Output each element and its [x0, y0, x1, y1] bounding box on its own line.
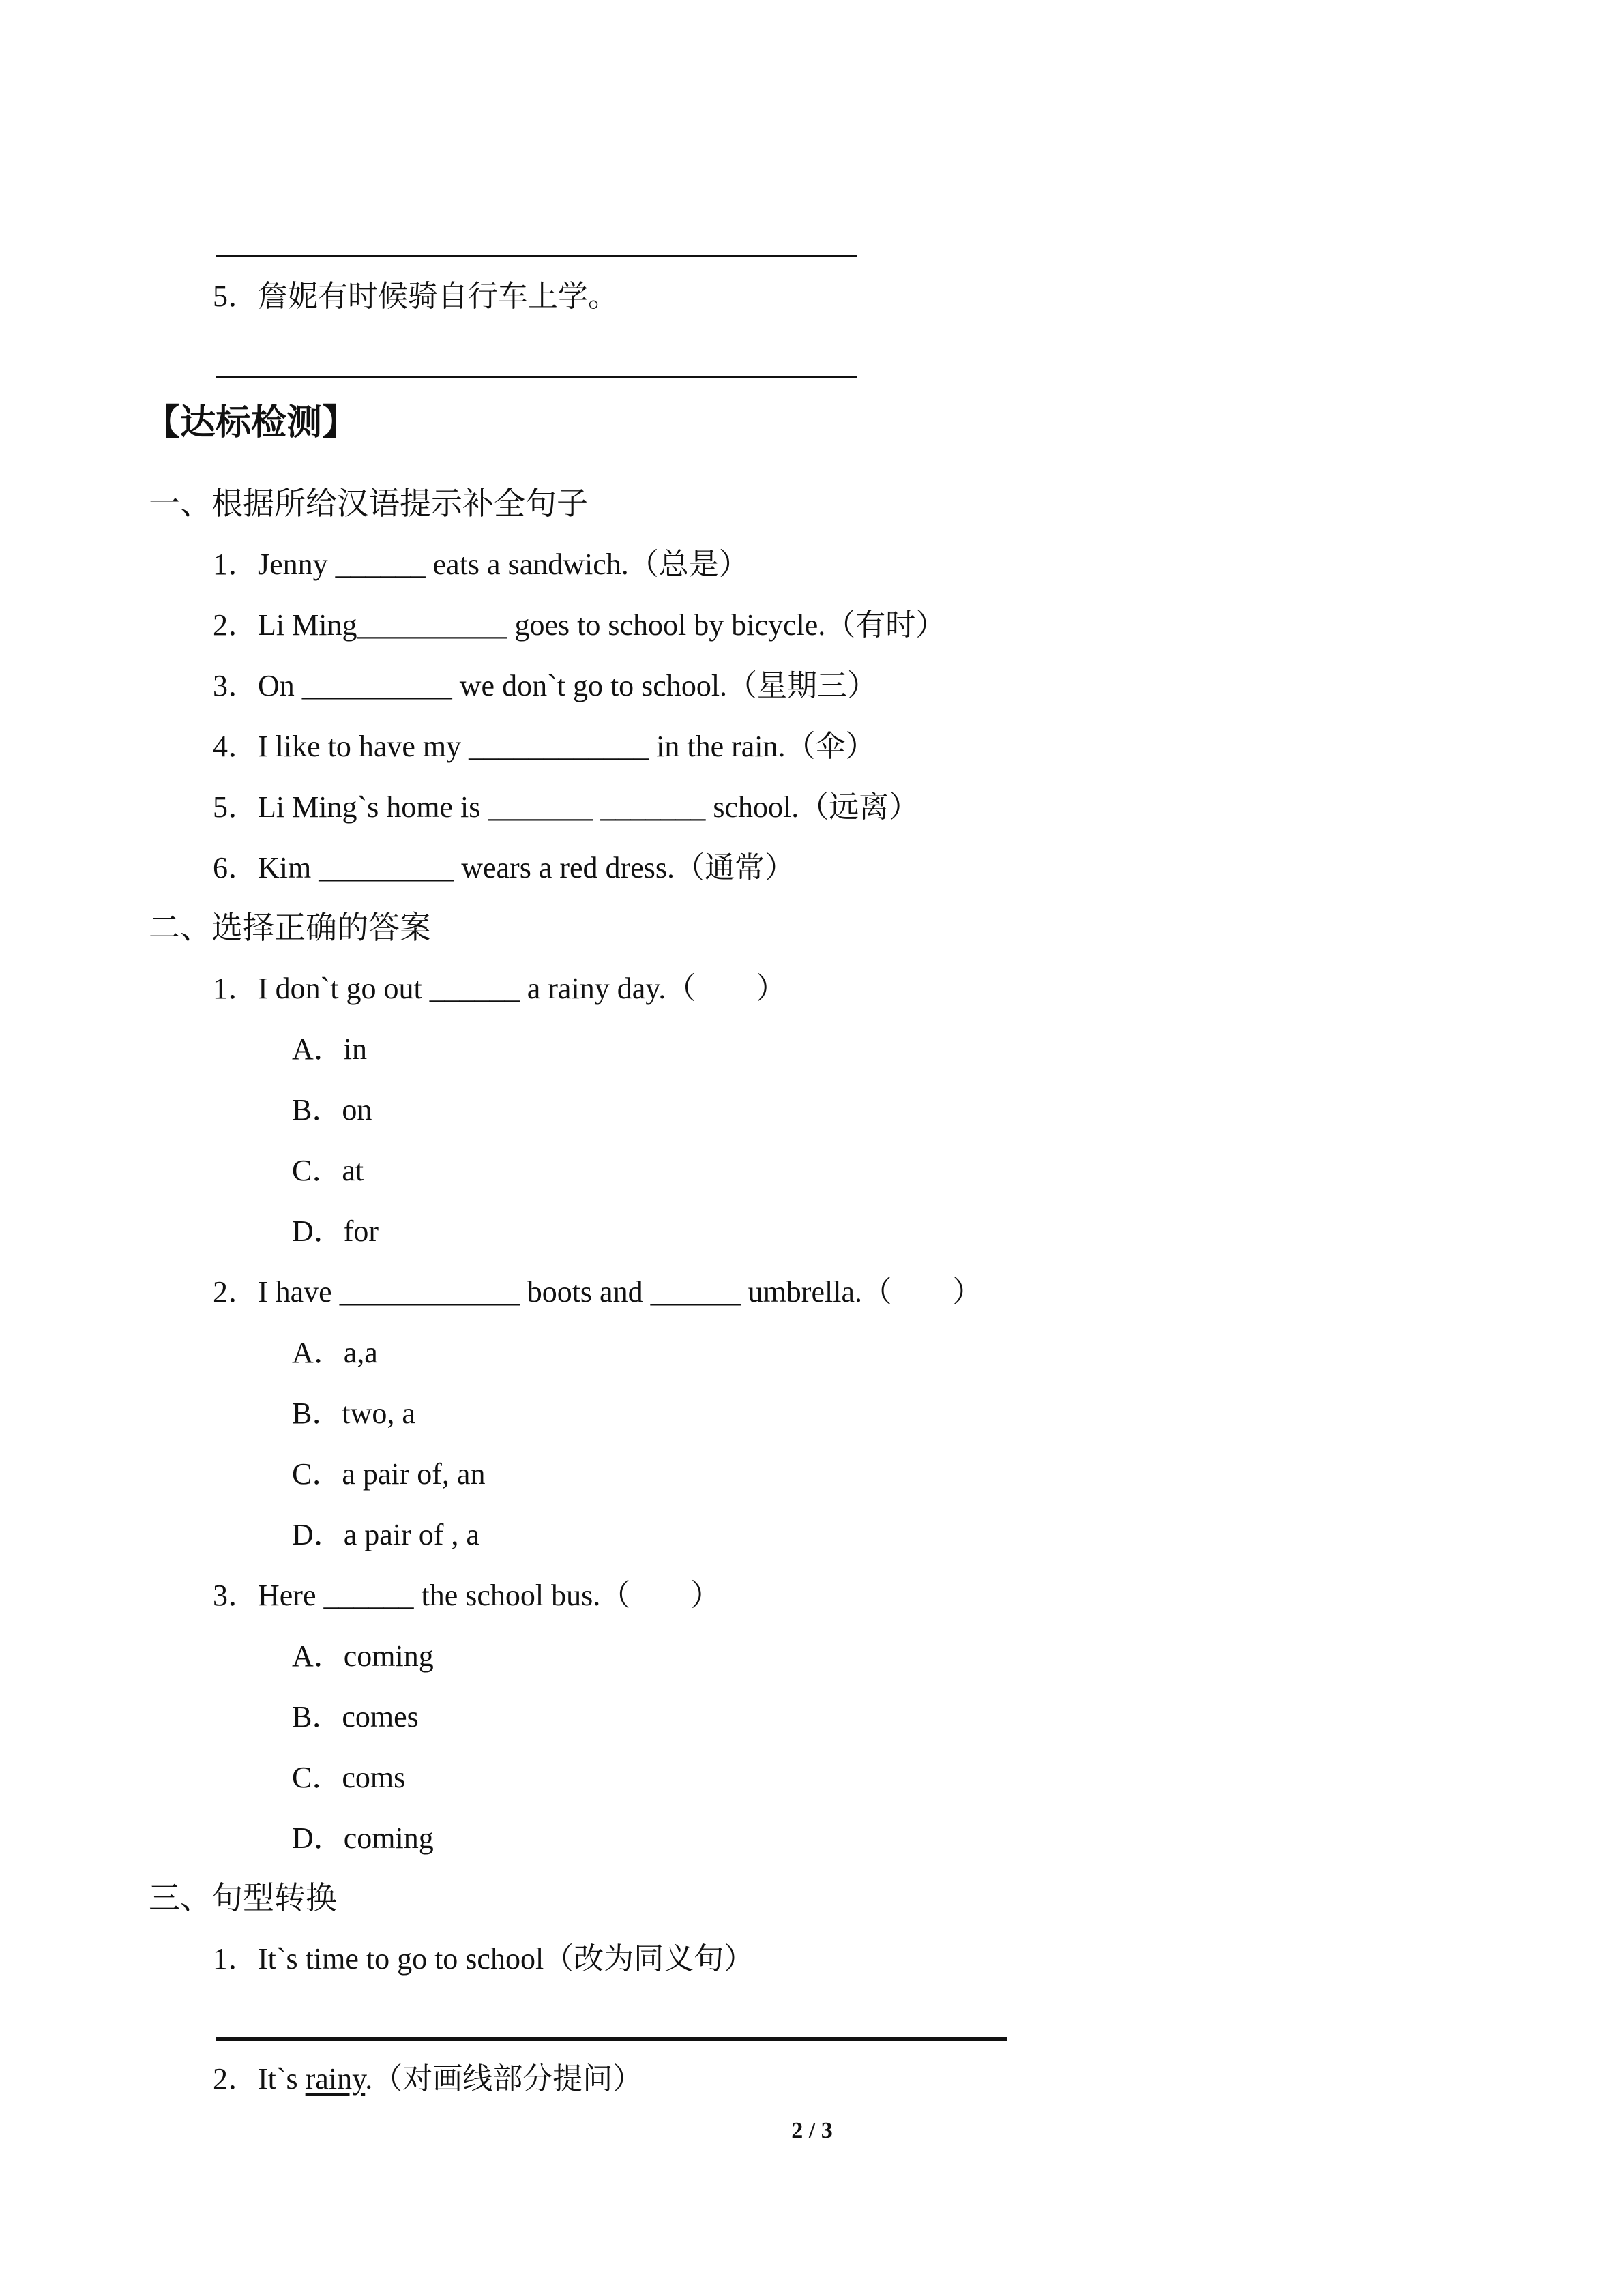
- translation-item-5: 5．詹妮有时候骑自行车上学。: [213, 280, 618, 313]
- transform-item-1: 1．It`s time to go to school（改为同义句）: [213, 1942, 754, 1976]
- option: D．for: [292, 1214, 379, 1248]
- transform-item-2-prefix: 2．It`s: [213, 2062, 306, 2096]
- fill-item: 6．Kim _________ wears a red dress.（通常）: [213, 851, 795, 884]
- option: B．on: [292, 1093, 372, 1127]
- fill-item: 2．Li Ming__________ goes to school by bicycle.（有时）: [213, 608, 946, 642]
- fill-item: 3．On __________ we don`t go to school.（星期三）: [213, 669, 878, 702]
- option: A．a,a: [292, 1336, 378, 1369]
- underlined-word: rainy: [305, 2062, 366, 2096]
- option: A．in: [292, 1032, 367, 1066]
- section-2-title: 二、选择正确的答案: [149, 910, 431, 945]
- option: B．two, a: [292, 1397, 415, 1430]
- option: D．a pair of , a: [292, 1518, 479, 1551]
- section-3-title: 三、句型转换: [149, 1881, 337, 1915]
- answer-line: [216, 2037, 1007, 2041]
- option: C．a pair of, an: [292, 1457, 486, 1491]
- fill-item: 1．Jenny ______ eats a sandwich.（总是）: [213, 548, 749, 581]
- transform-item-2-suffix: .（对画线部分提问）: [365, 2062, 643, 2096]
- option: D．coming: [292, 1821, 434, 1855]
- option: C．coms: [292, 1761, 406, 1794]
- section-1-title: 一、根据所给汉语提示补全句子: [149, 486, 588, 521]
- option: C．at: [292, 1154, 364, 1187]
- question-stem: 2．I have ____________ boots and ______ umbrella.（ ）: [213, 1275, 982, 1309]
- fill-item: 5．Li Ming`s home is _______ _______ school.（远离）: [213, 790, 919, 824]
- question-stem: 3．Here ______ the school bus.（ ）: [213, 1579, 721, 1612]
- fill-item: 4．I like to have my ____________ in the rain.（伞）: [213, 730, 876, 763]
- page-number: 2 / 3: [791, 2118, 833, 2143]
- question-stem: 1．I don`t go out ______ a rainy day.（ ）: [213, 972, 786, 1005]
- option: A．coming: [292, 1639, 434, 1673]
- option: B．comes: [292, 1700, 419, 1733]
- transform-item-2: [213, 2059, 643, 2100]
- section-heading: 【达标检测】: [145, 402, 358, 443]
- answer-line: [216, 255, 857, 257]
- answer-line: [216, 376, 857, 378]
